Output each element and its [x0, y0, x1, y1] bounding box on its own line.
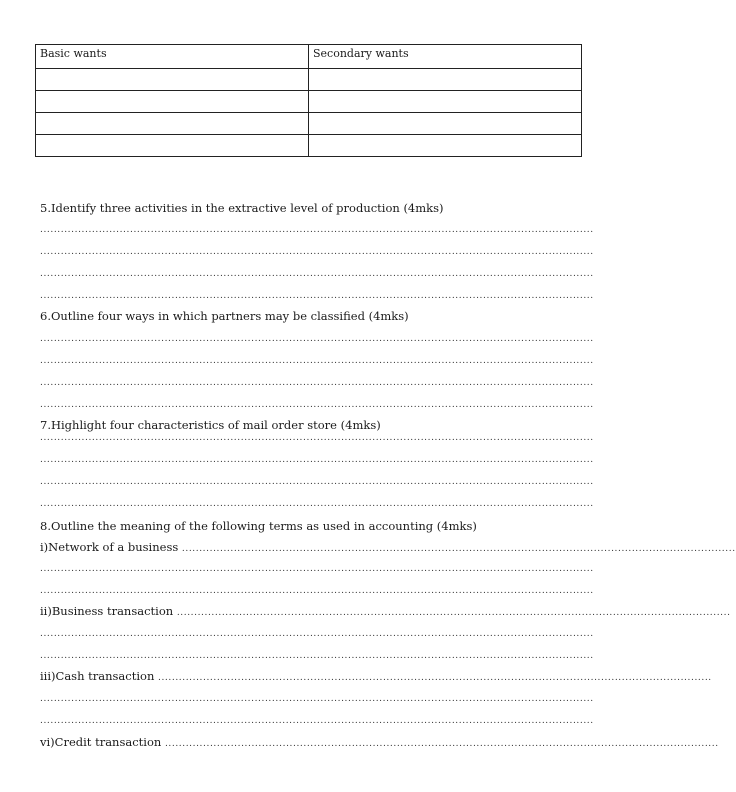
- answer-line[interactable]: ................................................................................................................................................................: [40, 356, 594, 366]
- table-row: [36, 113, 582, 135]
- answer-cell[interactable]: [309, 69, 582, 91]
- answer-line[interactable]: ................................................................................................................................................................: [40, 716, 594, 726]
- answer-cell[interactable]: [309, 113, 582, 135]
- term-cash-transaction: [40, 669, 712, 683]
- answer-line[interactable]: ................................................................................................................................................................: [40, 499, 594, 509]
- answer-cell[interactable]: [309, 135, 582, 157]
- answer-cell[interactable]: [36, 69, 309, 91]
- answer-line[interactable]: ................................................................................................................................................................: [164, 739, 719, 749]
- answer-line[interactable]: ................................................................................................................................................................: [40, 586, 594, 596]
- answer-line[interactable]: ................................................................................................................................................................: [40, 225, 594, 235]
- answer-line[interactable]: ................................................................................................................................................................: [40, 433, 594, 443]
- term-network-of-business: [40, 540, 736, 554]
- answer-line[interactable]: ................................................................................................................................................................: [40, 651, 594, 661]
- answer-line[interactable]: ................................................................................................................................................................: [40, 247, 594, 257]
- term-label: vi)Credit transaction: [40, 735, 162, 749]
- answer-line[interactable]: ................................................................................................................................................................: [40, 694, 594, 704]
- answer-line[interactable]: ................................................................................................................................................................: [40, 269, 594, 279]
- question-8: 8.Outline the meaning of the following terms as used in accounting (4mks): [40, 519, 477, 533]
- answer-line[interactable]: ................................................................................................................................................................: [40, 334, 594, 344]
- wants-table: [35, 44, 582, 157]
- answer-cell[interactable]: [36, 135, 309, 157]
- question-6: 6.Outline four ways in which partners may be classified (4mks): [40, 309, 409, 323]
- question-5: 5.Identify three activities in the extractive level of production (4mks): [40, 201, 444, 215]
- answer-line[interactable]: ................................................................................................................................................................: [158, 673, 712, 683]
- answer-line[interactable]: ................................................................................................................................................................: [40, 378, 594, 388]
- question-7: 7.Highlight four characteristics of mail order store (4mks): [40, 418, 381, 432]
- table-row: [36, 135, 582, 157]
- term-label: iii)Cash transaction: [40, 669, 155, 683]
- table-row: [36, 91, 582, 113]
- answer-line[interactable]: ................................................................................................................................................................: [40, 291, 594, 301]
- answer-line[interactable]: ................................................................................................................................................................: [40, 564, 594, 574]
- answer-line[interactable]: ................................................................................................................................................................: [40, 629, 594, 639]
- header-secondary-wants: Secondary wants: [309, 45, 582, 69]
- answer-line[interactable]: ................................................................................................................................................................: [40, 455, 594, 465]
- term-label: ii)Business transaction: [40, 604, 174, 618]
- term-credit-transaction: [40, 735, 719, 749]
- answer-line[interactable]: ................................................................................................................................................................: [176, 608, 731, 618]
- term-business-transaction: [40, 604, 731, 618]
- answer-cell[interactable]: [36, 113, 309, 135]
- answer-cell[interactable]: [36, 91, 309, 113]
- header-basic-wants: Basic wants: [36, 45, 309, 69]
- answer-line[interactable]: ................................................................................................................................................................: [40, 477, 594, 487]
- answer-line[interactable]: ................................................................................................................................................................: [181, 544, 736, 554]
- term-label: i)Network of a business: [40, 540, 179, 554]
- answer-line[interactable]: ................................................................................................................................................................: [40, 400, 594, 410]
- answer-cell[interactable]: [309, 91, 582, 113]
- table-row: [36, 69, 582, 91]
- table-header-row: [36, 45, 582, 69]
